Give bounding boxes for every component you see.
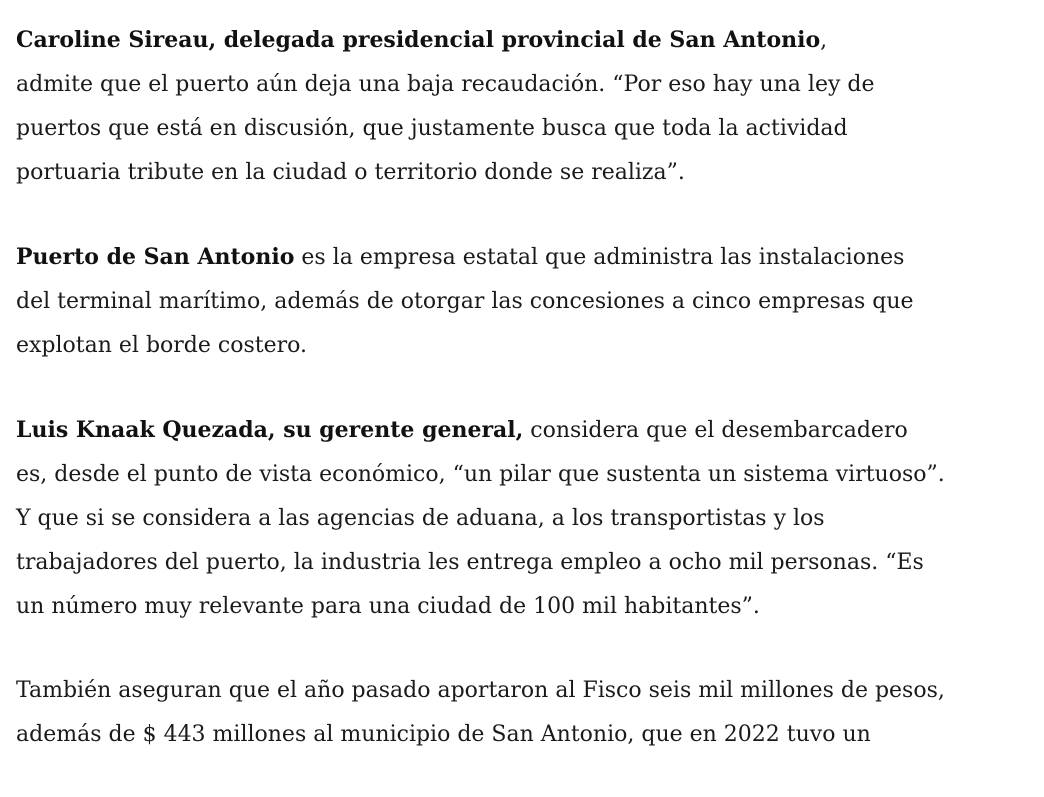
text-line: También aseguran que el año pasado aportaron al Fisco seis mil millones de pesos, <box>16 678 945 703</box>
text-line: admite que el puerto aún deja una baja recaudación. “Por eso hay una ley de <box>16 72 875 97</box>
text-line: Luis Knaak Quezada, su gerente general, considera que el desembarcadero <box>16 417 908 443</box>
text-line: un número muy relevante para una ciudad de 100 mil habitantes”. <box>16 594 760 619</box>
text-line: puertos que está en discusión, que justamente busca que toda la actividad <box>16 116 848 141</box>
text-line: es, desde el punto de vista económico, “un pilar que sustenta un sistema virtuoso”. <box>16 462 945 487</box>
paragraph-fisco <box>16 669 946 757</box>
paragraph-puerto <box>16 235 946 368</box>
bold-lead: Luis Knaak Quezada, su gerente general, <box>16 417 524 443</box>
text-line: explotan el borde costero. <box>16 333 307 358</box>
text-line: trabajadores del puerto, la industria les entrega empleo a ocho mil personas. “Es <box>16 550 924 575</box>
text-line: Y que si se considera a las agencias de aduana, a los transportistas y los <box>16 506 825 531</box>
text-line: además de $ 443 millones al municipio de San Antonio, que en 2022 tuvo un <box>16 722 871 747</box>
bold-lead: Caroline Sireau, delegada presidencial provincial de San Antonio <box>16 27 821 53</box>
paragraph-knaak <box>16 408 946 629</box>
text-line: del terminal marítimo, además de otorgar las concesiones a cinco empresas que <box>16 289 914 314</box>
bold-lead: Puerto de San Antonio <box>16 244 295 270</box>
article-body <box>16 18 946 797</box>
text-line: portuaria tribute en la ciudad o territorio donde se realiza”. <box>16 160 685 185</box>
paragraph-sireau <box>16 18 946 195</box>
text-line: Puerto de San Antonio es la empresa estatal que administra las instalaciones <box>16 244 905 270</box>
text-line: Caroline Sireau, delegada presidencial provincial de San Antonio, <box>16 27 828 53</box>
